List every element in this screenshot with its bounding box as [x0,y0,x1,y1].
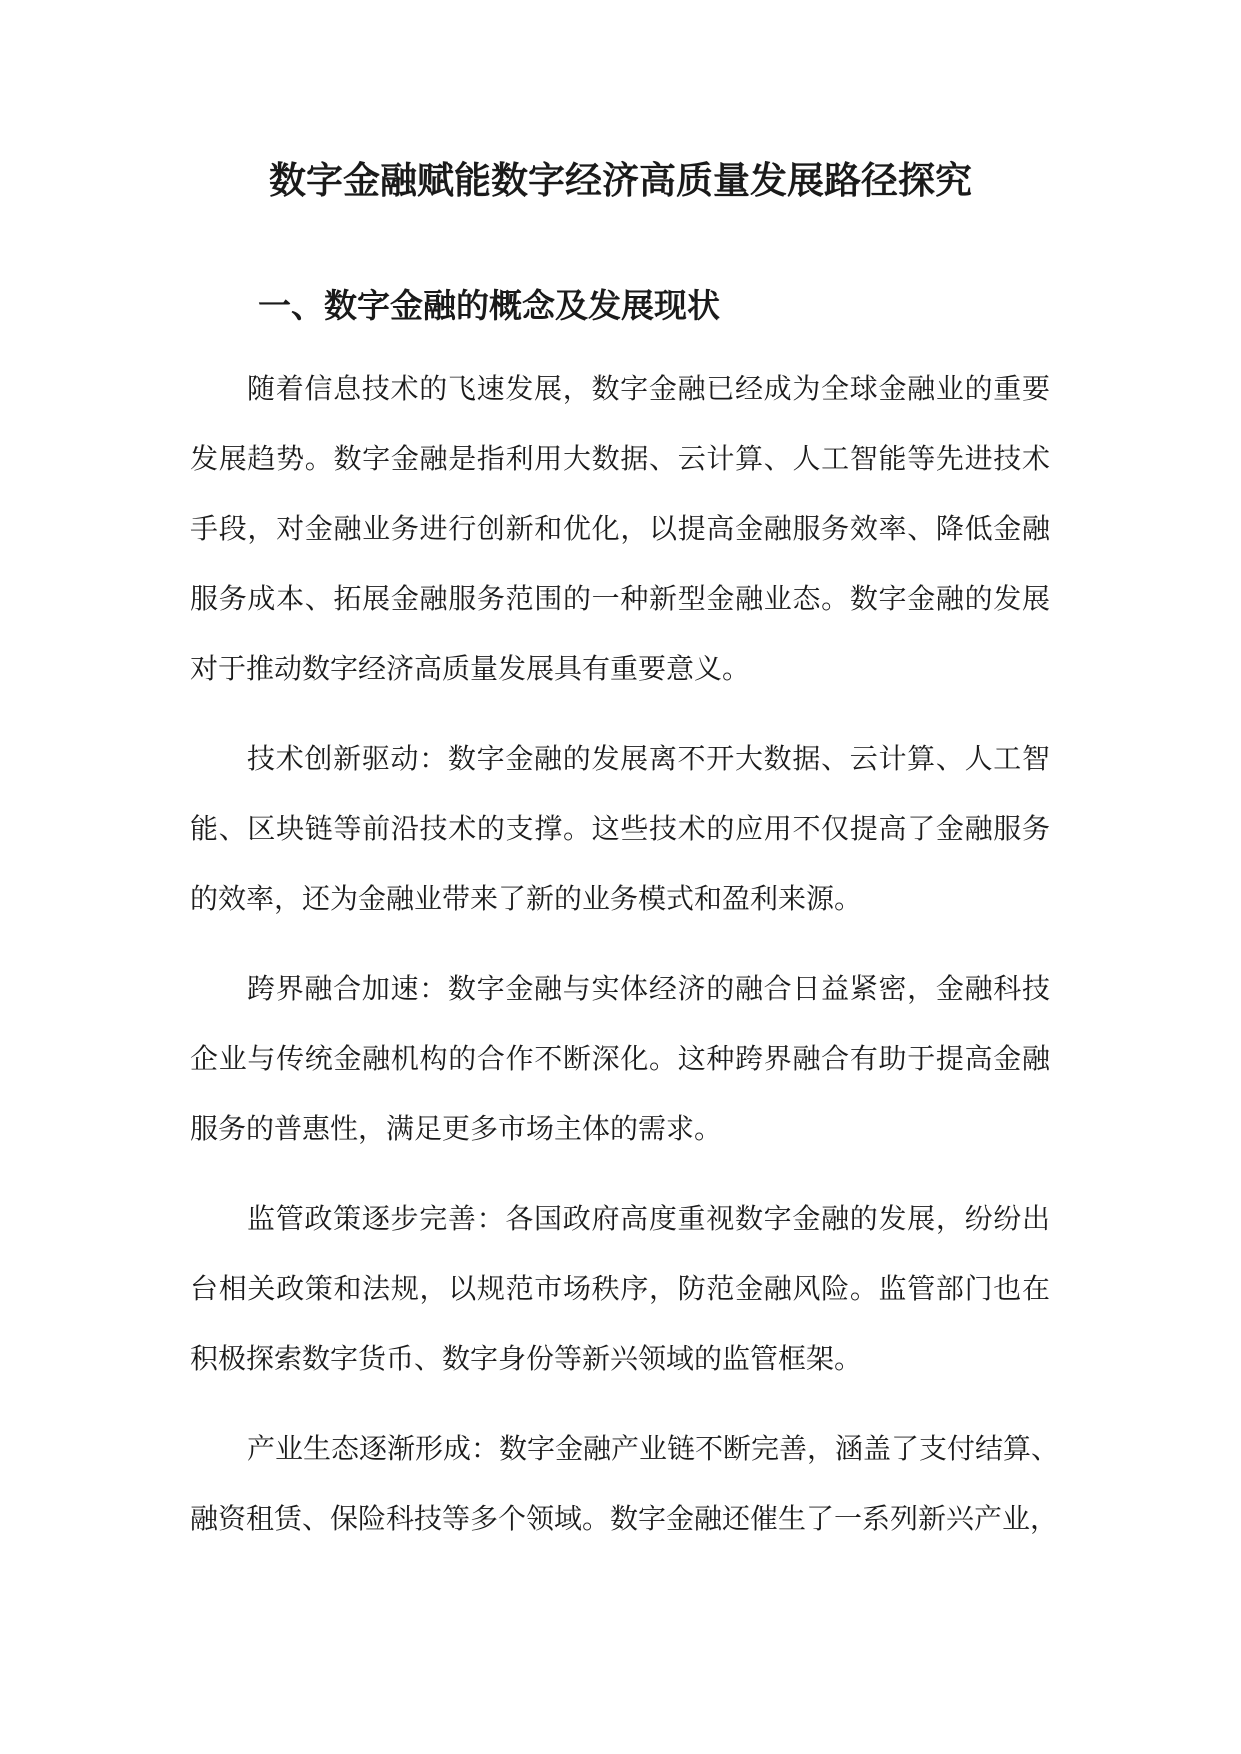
paragraph-line: 台相关政策和法规，以规范市场秩序，防范金融风险。监管部门也在 [190,1272,1050,1305]
paragraph-line: 发展趋势。数字金融是指利用大数据、云计算、人工智能等先进技术 [190,442,1050,475]
paragraph-line: 手段，对金融业务进行创新和优化，以提高金融服务效率、降低金融 [190,512,1050,545]
paragraph-line: 产业生态逐渐形成：数字金融产业链不断完善，涵盖了支付结算、 [247,1432,1060,1465]
paragraph-line: 融资租赁、保险科技等多个领域。数字金融还催生了一系列新兴产业， [190,1502,1059,1535]
section-heading: 一、数字金融的概念及发展现状 [258,286,720,325]
paragraph-line: 服务成本、拓展金融服务范围的一种新型金融业态。数字金融的发展 [190,582,1050,615]
paragraph-line: 能、区块链等前沿技术的支撑。这些技术的应用不仅提高了金融服务 [190,812,1050,845]
paragraph-line: 服务的普惠性，满足更多市场主体的需求。 [190,1112,723,1145]
paragraph-line: 的效率，还为金融业带来了新的业务模式和盈利来源。 [190,882,863,915]
paragraph-line: 技术创新驱动：数字金融的发展离不开大数据、云计算、人工智 [247,742,1050,775]
document-title: 数字金融赋能数字经济高质量发展路径探究 [269,158,972,202]
paragraph-line: 企业与传统金融机构的合作不断深化。这种跨界融合有助于提高金融 [190,1042,1050,1075]
paragraph-line: 积极探索数字货币、数字身份等新兴领域的监管框架。 [190,1342,863,1375]
paragraph-line: 监管政策逐步完善：各国政府高度重视数字金融的发展，纷纷出 [247,1202,1050,1235]
paragraph-line: 跨界融合加速：数字金融与实体经济的融合日益紧密，金融科技 [247,972,1050,1005]
paragraph-line: 对于推动数字经济高质量发展具有重要意义。 [190,652,751,685]
paragraph-line: 随着信息技术的飞速发展，数字金融已经成为全球金融业的重要 [247,372,1050,405]
